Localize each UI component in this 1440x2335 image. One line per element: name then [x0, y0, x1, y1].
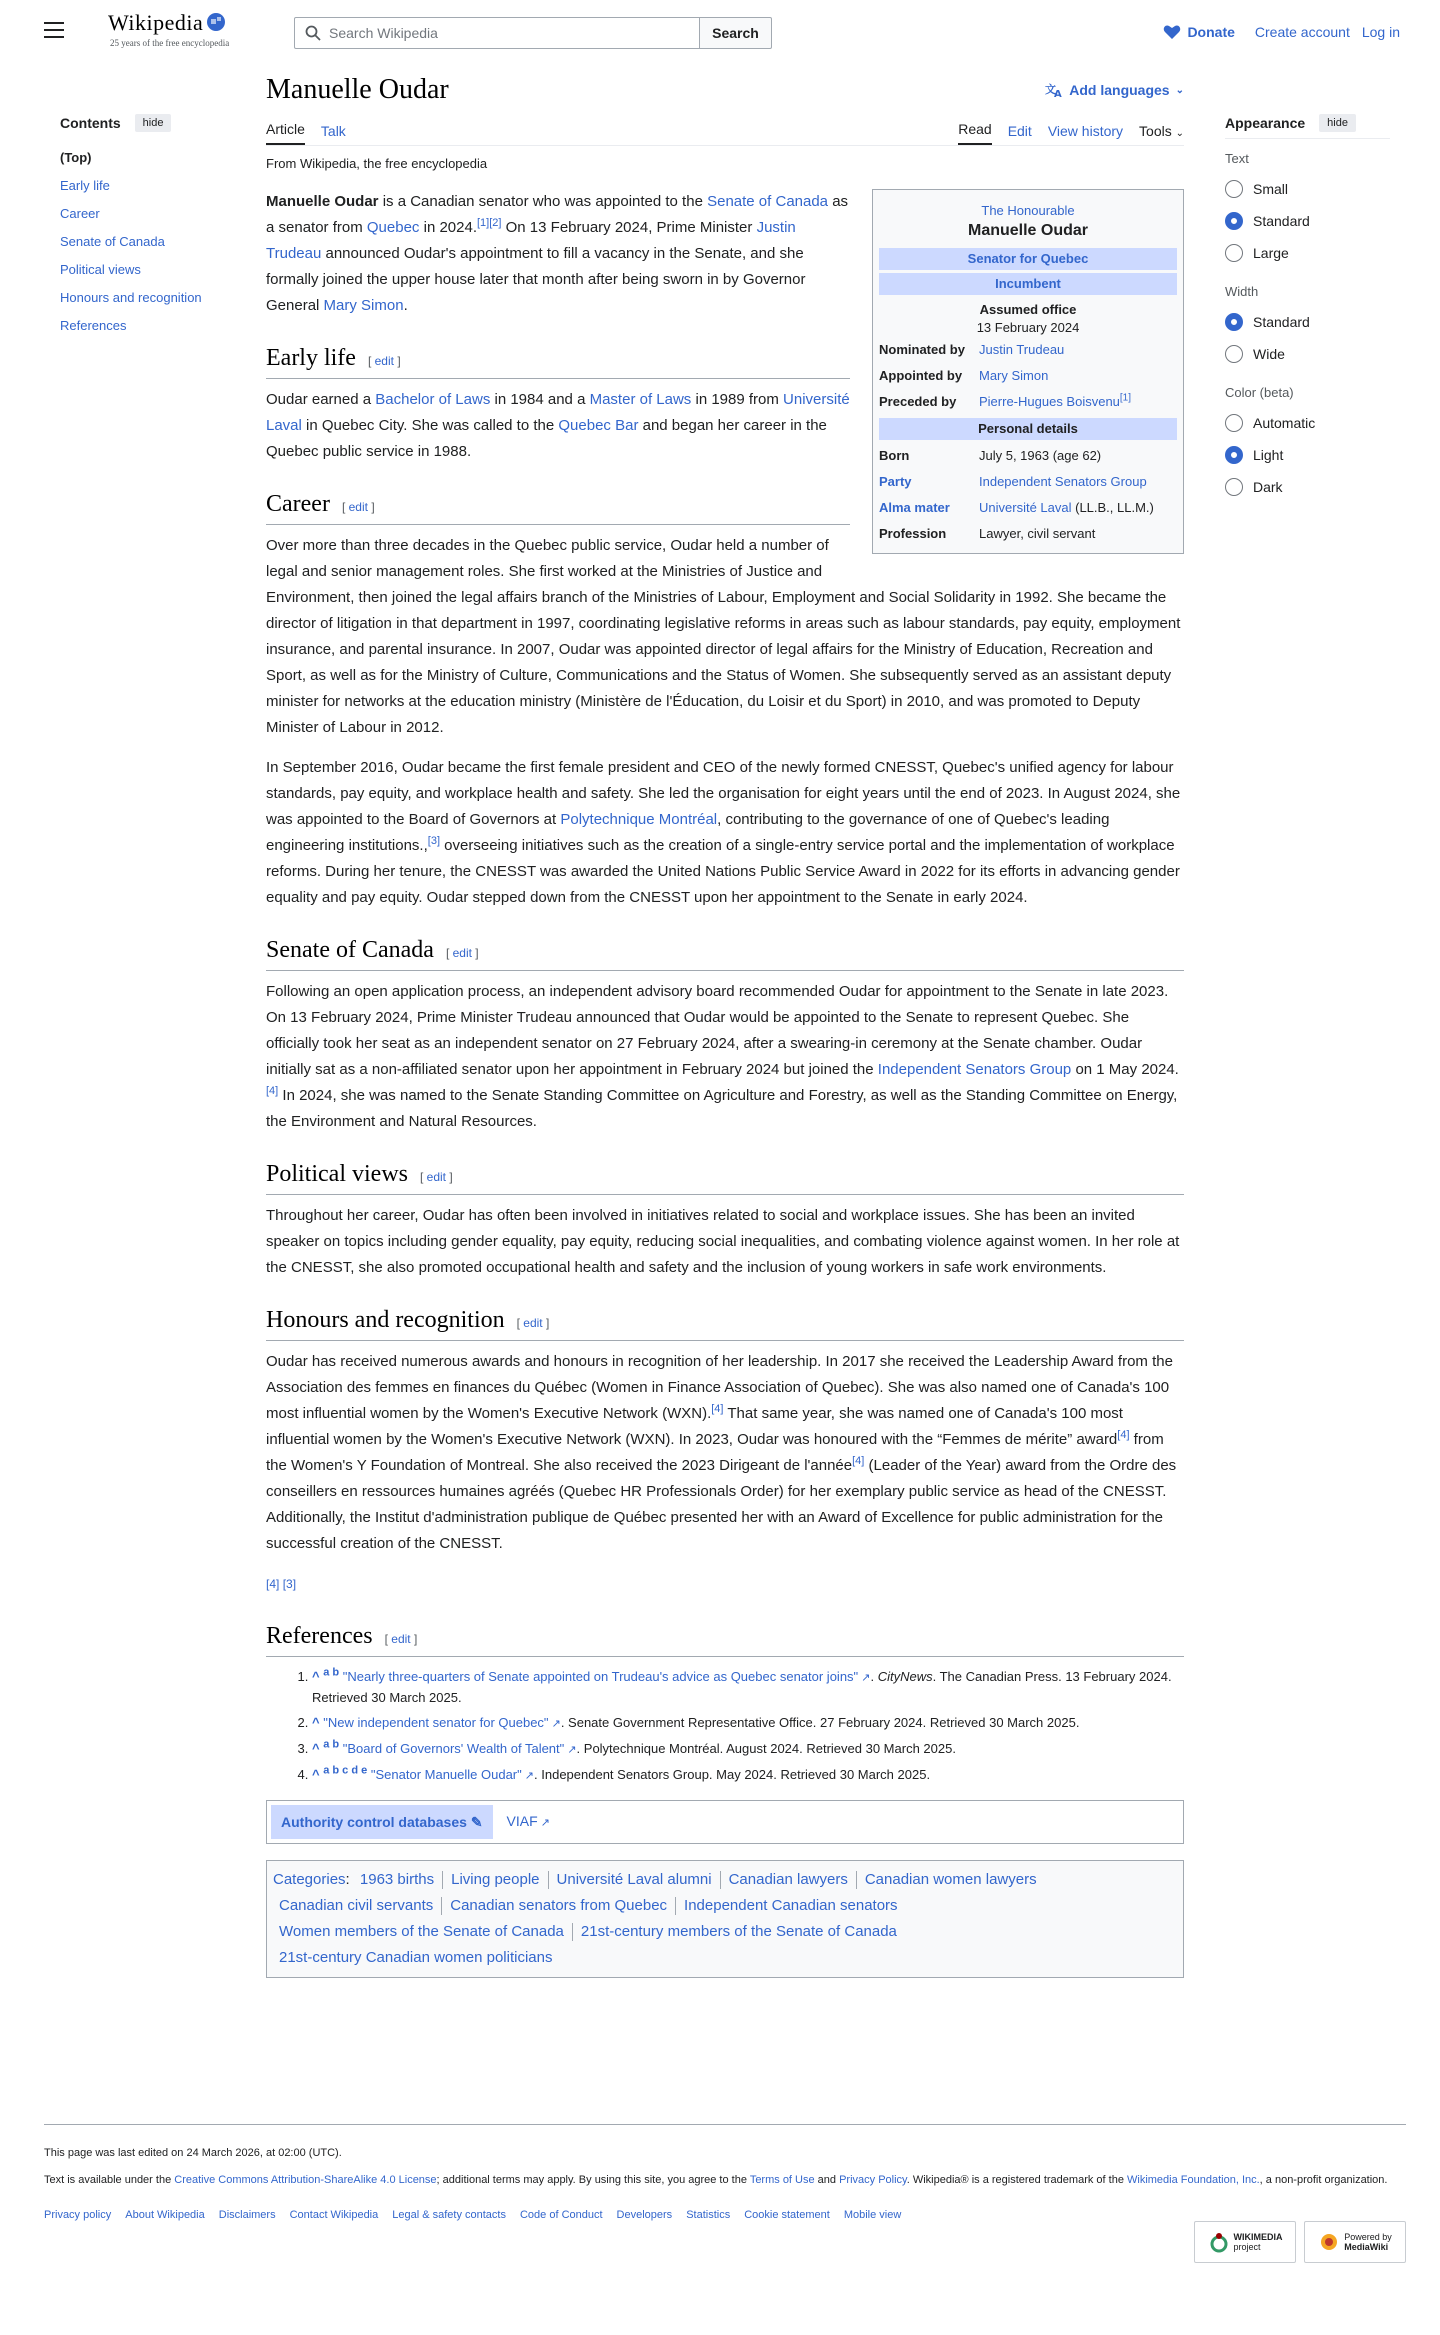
radio-text-small[interactable]: Small	[1225, 180, 1390, 198]
create-account-link[interactable]: Create account	[1254, 24, 1350, 40]
citation-sup[interactable]: [2]	[489, 217, 502, 229]
link-quebec-bar[interactable]: Quebec Bar	[558, 417, 639, 434]
infobox-label: Profession	[879, 526, 947, 541]
citation-sup[interactable]: [1]	[476, 217, 490, 229]
radio-color-automatic[interactable]: Automatic	[1225, 414, 1390, 432]
authority-control	[266, 1800, 1184, 1844]
wikimedia-logo-icon	[1208, 2231, 1230, 2253]
backlink-caret[interactable]: ^	[312, 1669, 320, 1684]
edit-section-link[interactable]: edit	[391, 1632, 411, 1646]
donate-label: Donate	[1187, 24, 1235, 40]
toc-hide-button[interactable]: hide	[135, 114, 172, 132]
chevron-down-icon: ⌄	[1175, 84, 1184, 96]
intro-paragraph: Manuelle Oudar is a Canadian senator who was appointed to the Senate of Canada as a senator from Quebec in 2024.[1][2] On 13 February 2024, Prime Minister Justin Trudeau announced Oudar's appointment to fill a vacancy in the Senate, and she formally joined the upper house later that month after being sworn in by Governor General Mary Simon.	[266, 193, 849, 314]
viaf-link[interactable]: VIAF ↗	[507, 1808, 550, 1836]
edit-section-link[interactable]: edit	[348, 500, 368, 514]
wikimedia-project-badge[interactable]: WIKIMEDIA project	[1194, 2221, 1296, 2263]
honours-paragraph: Oudar has received numerous awards and honours in recognition of her leadership. In 2017 she received the Leadership Award from the Association des femmes en finances du Québec (Women in Finance Association of Quebec). She was also named one of Canada's 100 most influential women by the Women's Executive Network (WXN).[4] That same year, she was named one of Canada's 100 most influential women by the Women's Executive Network (WXN). In 2023, Oudar was honoured with the “Femmes de mérite” award[4] from the Women's Y Foundation of Montreal. She also received the 2023 Dirigeant de l'année[4] (Leader of the Year) award from the Ordre des conseillers en ressources humaines agréés (Quebec HR Professionals Order) for her exemplary public service as head of the CNESST. Additionally, the Institut d'administration publique de Québec presented her with an Award of Excellence for public administration for the successful creation of the CNESST.	[266, 1353, 1177, 1552]
privacy-policy-link[interactable]: Privacy Policy	[839, 2174, 907, 2186]
svg-text:A: A	[1054, 89, 1062, 98]
infobox	[872, 189, 1184, 554]
radio-width-standard[interactable]: Standard	[1225, 313, 1390, 331]
infobox-value: Lawyer, civil servant	[979, 526, 1096, 541]
political-paragraph: Throughout her career, Oudar has often been involved in initiatives related to social and workplace issues. She has been an invited speaker on topics including gender equality, pay equity, reducing social inequalities, and combating violence against women. In her role at the CNESST, she also promoted occupational health and safety and the inclusion of young workers in safe work environments.	[266, 1207, 1180, 1276]
category-link[interactable]: 21st-century members of the Senate of Canada	[572, 1923, 905, 1941]
main-content	[266, 66, 1184, 1978]
category-link[interactable]: Living people	[442, 1871, 547, 1889]
section-heading-honours: Honours and recognition [ edit ]	[266, 1307, 1184, 1341]
edit-section-link[interactable]: edit	[452, 946, 472, 960]
page-title: Manuelle Oudar	[266, 74, 449, 105]
edit-section-link[interactable]: edit	[426, 1170, 447, 1184]
infobox-value[interactable]: Mary Simon	[979, 368, 1049, 383]
infobox-label[interactable]: Party	[879, 474, 912, 489]
appearance-group-label: Color (beta)	[1225, 385, 1294, 400]
search-button[interactable]: Search	[700, 17, 772, 49]
radio-button-selected[interactable]	[1225, 212, 1243, 230]
infobox-row	[879, 389, 1177, 415]
category-link[interactable]: Women members of the Senate of Canada	[279, 1923, 564, 1940]
footer-link[interactable]: Cookie statement	[744, 2209, 830, 2221]
infobox-name: Manuelle Oudar	[967, 222, 1089, 239]
early-life-paragraph: Oudar earned a Bachelor of Laws in 1984 and a Master of Laws in 1989 from Université Laval in Quebec City. She was called to the Quebec Bar and began her career in the Quebec public service in 1988.	[266, 391, 850, 460]
site-tagline: From Wikipedia, the free encyclopedia	[266, 156, 488, 171]
backlink-letters[interactable]: a b	[323, 1666, 340, 1679]
footer-link[interactable]: Code of Conduct	[519, 2209, 603, 2221]
infobox-label[interactable]: Alma mater	[879, 500, 950, 515]
link-justin-trudeau[interactable]: Justin Trudeau	[266, 219, 796, 262]
radio-text-standard[interactable]: Standard	[1225, 212, 1390, 230]
radio-width-wide[interactable]: Wide	[1225, 345, 1390, 363]
backlink-letters[interactable]: a b c d e	[323, 1764, 368, 1777]
infobox-label: Appointed by	[879, 368, 963, 383]
footer-link[interactable]: Statistics	[686, 2209, 731, 2221]
infobox-label: Preceded by	[879, 394, 957, 409]
mediawiki-logo-icon	[1318, 2231, 1340, 2253]
reference-title-link[interactable]: "Board of Governors' Wealth of Talent" ↗	[343, 1741, 577, 1756]
infobox-value[interactable]: Pierre-Hugues Boisvenu	[979, 394, 1120, 409]
wikipedia-logo[interactable]	[108, 10, 229, 48]
category-link[interactable]: Canadian women lawyers	[856, 1871, 1045, 1889]
infobox-honorific[interactable]: The Honourable	[981, 203, 1075, 218]
categories-label[interactable]: Categories	[273, 1871, 346, 1888]
radio-color-dark[interactable]: Dark	[1225, 478, 1390, 496]
category-link[interactable]: Canadian civil servants	[279, 1897, 434, 1914]
tab-read[interactable]: Read	[958, 121, 991, 145]
last-edited-text: This page was last edited on 24 March 2026, at 02:00 (UTC).	[44, 2147, 342, 2159]
infobox-office[interactable]: Senator for Quebec	[879, 248, 1177, 270]
log-in-link[interactable]: Log in	[1361, 24, 1400, 40]
link-quebec[interactable]: Quebec	[366, 219, 420, 236]
infobox-personal-header: Personal details	[879, 418, 1177, 440]
terms-of-use-link[interactable]: Terms of Use	[749, 2174, 815, 2186]
add-languages-label: Add languages	[1069, 82, 1170, 98]
appearance-group-label: Text	[1225, 151, 1249, 166]
reference-item: 4. ^ $^{a b c d e}$ "Senator Manuelle Oudar" ↗ . Independent Senators Group. May 2024. Retrieved 30 March 2025.	[312, 1765, 1184, 1786]
svg-text:文: 文	[1045, 83, 1057, 96]
backlink-caret[interactable]: ^	[312, 1767, 320, 1782]
section-heading-career: Career [ edit ]	[266, 491, 850, 525]
reference-title-link[interactable]: "New independent senator for Quebec" ↗	[323, 1715, 561, 1730]
category-link[interactable]: Canadian lawyers	[720, 1871, 856, 1889]
edit-section-link[interactable]: edit	[523, 1316, 543, 1330]
link-universite-laval[interactable]: Université Laval	[266, 391, 850, 434]
citation-sup[interactable]: [4]	[266, 1085, 279, 1097]
article-body	[266, 189, 1184, 1978]
reference-publication: CityNews	[877, 1669, 933, 1684]
infobox-status[interactable]: Incumbent	[879, 273, 1177, 295]
toc-item-references[interactable]: References	[60, 318, 127, 333]
appearance-panel	[1225, 114, 1390, 510]
link-independent-senators-group[interactable]: Independent Senators Group	[877, 1061, 1072, 1078]
section-heading-early-life: Early life [ edit ]	[266, 345, 850, 379]
infobox-row	[879, 469, 1177, 495]
heart-icon	[1163, 24, 1181, 40]
edit-section-link[interactable]: edit	[374, 354, 394, 368]
honours-trailing-citations	[266, 1571, 1184, 1597]
radio-text-large[interactable]: Large	[1225, 244, 1390, 262]
footer-link[interactable]: Privacy policy	[44, 2209, 112, 2221]
infobox-row	[879, 363, 1177, 389]
category-link[interactable]: Canadian senators from Quebec	[441, 1897, 675, 1915]
reference-title-link[interactable]: "Senator Manuelle Oudar" ↗	[371, 1767, 534, 1782]
infobox-row	[879, 495, 1177, 521]
infobox-assumed-date: 13 February 2024	[976, 320, 1080, 335]
license-text: Text is available under the Creative Commons Attribution-ShareAlike 4.0 License; additional terms may apply. By using this site, you agree to the Terms of Use and Privacy Policy. Wikipedia® is a registered trademark of the Wikimedia Foundation, Inc., a non-profit organization.	[44, 2174, 1388, 2186]
toc-item-honours[interactable]: Honours and recognition	[60, 290, 202, 305]
search-icon	[305, 25, 321, 41]
tools-label: Tools	[1139, 123, 1172, 139]
radio-color-light[interactable]: Light	[1225, 446, 1390, 464]
powered-by-mediawiki-badge[interactable]: Powered by MediaWiki	[1304, 2221, 1406, 2263]
add-languages-button[interactable]	[1045, 82, 1184, 106]
radio-button[interactable]	[1225, 244, 1243, 262]
infobox-row	[879, 443, 1177, 469]
radio-button[interactable]	[1225, 478, 1243, 496]
category-link[interactable]: Université Laval alumni	[548, 1871, 720, 1889]
chevron-down-icon: ⌄	[1175, 128, 1184, 139]
radio-button-selected[interactable]	[1225, 446, 1243, 464]
footer-link[interactable]: Mobile view	[843, 2209, 902, 2221]
infobox-value-suffix: (LL.B., LL.M.)	[1071, 500, 1154, 515]
infobox-value[interactable]: Justin Trudeau	[979, 342, 1065, 357]
citation-sup[interactable]: [3]	[282, 1577, 297, 1591]
toc-item-political-views[interactable]: Political views	[60, 262, 141, 277]
license-link[interactable]: Creative Commons Attribution-ShareAlike 4.0 License	[174, 2174, 437, 2186]
infobox-label: Born	[879, 448, 910, 463]
radio-button[interactable]	[1225, 345, 1243, 363]
donate-link[interactable]	[1163, 24, 1234, 40]
senate-paragraph: Following an open application process, an independent advisory board recommended Oudar for appointment to the Senate in late 2023. On 13 February 2024, Prime Minister Trudeau announced that Oudar would be appointed to the Senate to represent Quebec. She officially took her seat as an independent senator on 27 February 2024, after a swearing-in ceremony at the Senate chamber. Oudar initially sat as a non-affiliated senator upon her appointment in February 2024 but joined the Independent Senators Group on 1 May 2024.[4] In 2024, she was named to the Senate Standing Committee on Agriculture and Forestry, as well as the Standing Committee on Energy, the Environment and Natural Resources.	[266, 983, 1179, 1130]
radio-button[interactable]	[1225, 414, 1243, 432]
reference-item: 3. ^ $^{a b}$ "Board of Governors' Wealth of Talent" ↗ . Polytechnique Montréal. August 2024. Retrieved 30 March 2025.	[312, 1739, 1184, 1760]
tab-article[interactable]: Article	[266, 121, 305, 145]
backlink-letters[interactable]: a b	[323, 1738, 340, 1751]
section-heading-references: References [ edit ]	[266, 1623, 1184, 1657]
citation-sup[interactable]: [4]	[711, 1403, 724, 1415]
tab-view-history[interactable]: View history	[1047, 123, 1124, 139]
reference-item: 2. ^ "New independent senator for Quebec" ↗ . Senate Government Representative Office. 27 February 2024. Retrieved 30 March 2025.	[312, 1713, 1184, 1734]
infobox-assumed-label: Assumed office	[979, 302, 1077, 317]
infobox-value[interactable]: Université Laval	[979, 500, 1072, 515]
category-link[interactable]: 1963 births	[359, 1871, 435, 1888]
citation-sup[interactable]: [4]	[266, 1577, 280, 1591]
link-master-of-laws[interactable]: Master of Laws	[589, 391, 692, 408]
radio-button-selected[interactable]	[1225, 313, 1243, 331]
toc-title: Contents	[60, 115, 121, 131]
link-bachelor-of-laws[interactable]: Bachelor of Laws	[375, 391, 491, 408]
career-paragraph-1: Over more than three decades in the Quebec public service, Oudar held a number of legal and senior management roles. She first worked at the Ministries of Justice and Environment, then joined the legal affairs branch of the Ministries of Labour, Employment and Social Solidarity in 1992. She became the director of litigation in that department in 1997, coordinating legislative reforms in areas such as labour standards, pay equity, employment insurance, and parental insurance. In 2007, Oudar was appointed director of legal affairs for the Ministry of Education, Recreation and Sport, as well as for the Ministry of Culture, Communications and the Status of Women. She subsequently served as an assistant deputy minister for networks at the education ministry (Ministère de l'Éducation, du Loisir et du Sport) in 2010, and was promoted to Deputy Minister of Labour in 2012.	[266, 537, 1181, 736]
section-heading-senate: Senate of Canada [ edit ]	[266, 937, 1184, 971]
appearance-title: Appearance	[1225, 115, 1306, 131]
footer-link[interactable]: Disclaimers	[218, 2209, 276, 2221]
footer-link[interactable]: Contact Wikipedia	[289, 2209, 379, 2221]
search-input[interactable]	[294, 17, 700, 49]
footer-link[interactable]: Legal & safety contacts	[392, 2209, 506, 2221]
page-tabs	[266, 116, 1184, 146]
user-links	[1163, 24, 1400, 40]
authority-control-label[interactable]: Authority control databases ✎	[271, 1805, 493, 1839]
tab-talk[interactable]: Talk	[320, 123, 346, 139]
section-heading-political-views: Political views [ edit ]	[266, 1161, 1184, 1195]
tab-tools[interactable]	[1139, 123, 1184, 145]
infobox-value: July 5, 1963 (age 62)	[979, 448, 1102, 463]
category-link[interactable]: Independent Canadian senators	[675, 1897, 906, 1915]
toc-item-career[interactable]: Career	[60, 206, 100, 221]
citation-sup[interactable]: [4]	[852, 1455, 865, 1467]
career-paragraph-2: In September 2016, Oudar became the first female president and CEO of the newly formed CNESST, Quebec's unified agency for labour standards, pay equity, and workplace health and safety. She led the organisation for eight years until the end of 2023. In August 2024, she was appointed to the Board of Governors at Polytechnique Montréal, contributing to the governance of one of Quebec's leading engineering institutions.,[3] overseeing initiatives such as the creation of a single-entry service portal and the implementation of workplace reforms. During her tenure, the CNESST was awarded the United Nations Public Service Award in 2022 for its efforts in advancing gender equality and pay equity. Oudar stepped down from the CNESST upon her appointment to the Senate in early 2024.	[266, 759, 1181, 906]
footer-link[interactable]: About Wikipedia	[125, 2209, 205, 2221]
appearance-group-label: Width	[1225, 284, 1259, 299]
reference-title-link[interactable]: "Nearly three-quarters of Senate appointed on Trudeau's advice as Quebec senator joins" ↗	[343, 1669, 871, 1684]
puzzle-globe-icon	[205, 11, 227, 33]
backlink-caret[interactable]: ^	[312, 1741, 320, 1756]
category-link[interactable]: 21st-century Canadian women politicians	[279, 1949, 553, 1966]
search-form	[294, 17, 772, 49]
pencil-icon: ✎	[470, 1814, 483, 1830]
infobox-row	[879, 521, 1177, 547]
footer-link[interactable]: Developers	[616, 2209, 673, 2221]
reference-item: 1. ^ $^{a b}$ "Nearly three-quarters of Senate appointed on Trudeau's advice as Quebec senator joins" ↗ . CityNews. The Canadian Press. 13 February 2024. Retrieved 30 March 2025.	[312, 1667, 1184, 1708]
infobox-value[interactable]: Independent Senators Group	[979, 474, 1147, 489]
site-footer	[44, 2124, 1406, 2252]
search-placeholder: Search Wikipedia	[329, 25, 438, 41]
translate-icon	[1045, 82, 1063, 98]
logo-wordmark: Wikipedia	[108, 10, 204, 35]
link-mary-simon[interactable]: Mary Simon	[323, 297, 404, 314]
main-menu-icon[interactable]	[44, 22, 64, 38]
citation-sup[interactable]: [1]	[1119, 392, 1132, 404]
reference-list	[266, 1667, 1184, 1786]
radio-button[interactable]	[1225, 180, 1243, 198]
citation-sup[interactable]: [4]	[1117, 1429, 1130, 1441]
infobox-label: Nominated by	[879, 342, 965, 357]
toc-item-early-life[interactable]: Early life	[60, 178, 110, 193]
wikimedia-foundation-link[interactable]: Wikimedia Foundation, Inc.	[1127, 2174, 1260, 2186]
infobox-row	[879, 337, 1177, 363]
citation-sup[interactable]: [3]	[427, 835, 441, 847]
tab-edit[interactable]: Edit	[1007, 123, 1032, 139]
table-of-contents	[60, 114, 260, 346]
site-header	[0, 0, 1440, 64]
link-polytechnique-montreal[interactable]: Polytechnique Montréal	[560, 811, 718, 828]
logo-tagline: 25 years of the free encyclopedia	[110, 38, 230, 48]
appearance-hide-button[interactable]: hide	[1319, 114, 1356, 132]
toc-item-top[interactable]: (Top)	[60, 150, 92, 165]
link-senate-of-canada[interactable]: Senate of Canada	[707, 193, 829, 210]
toc-item-senate-of-canada[interactable]: Senate of Canada	[60, 234, 165, 249]
backlink-caret[interactable]: ^	[312, 1715, 320, 1730]
category-links: Categories: 1963 births Living people Université Laval alumni Canadian lawyers Canadian women lawyers Canadian civil servants Canadian senators from Quebec Independent Canadian senators Women members of the Senate of Canada 21st-century members of the Senate of Canada 21st-century Canadian women politicians	[266, 1860, 1184, 1978]
